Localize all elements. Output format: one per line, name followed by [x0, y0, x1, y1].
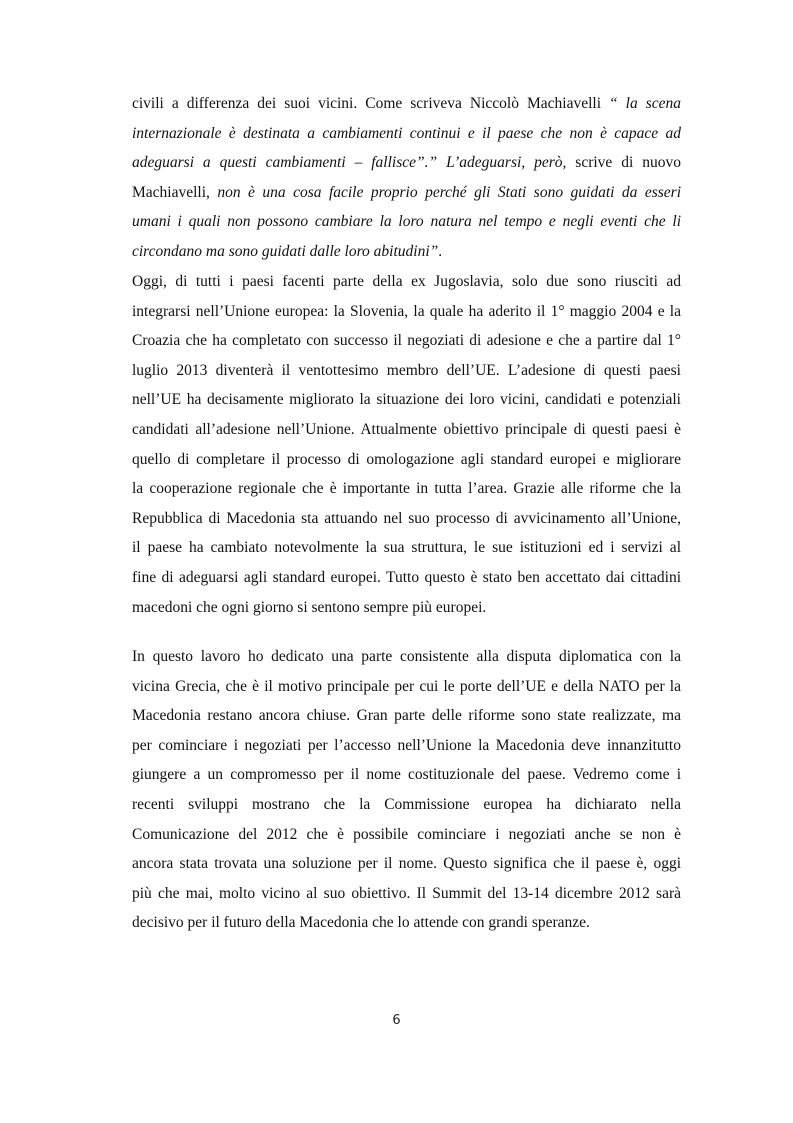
- text-line: [132, 300, 681, 324]
- text-line: [132, 359, 681, 383]
- page-number: 6: [392, 1013, 401, 1028]
- text-run: candidati all’adesione nell’Unione. Attualmente obiettivo principale di questi paesi è: [132, 421, 681, 438]
- text-line: [132, 507, 681, 531]
- text-line: [132, 911, 681, 935]
- text-run: ancora stata trovata una soluzione per il nome. Questo significa che il paese è, oggi: [132, 855, 681, 873]
- text-run: Oggi, di tutti i paesi facenti parte della ex Jugoslavia, solo due sono riusciti ad: [132, 273, 681, 290]
- text-line: [132, 675, 681, 699]
- text-run: fine di adeguarsi agli standard europei. Tutto questo è stato ben accettato dai cittadini: [132, 569, 681, 586]
- text-line: [132, 92, 681, 116]
- text-line: [132, 151, 681, 175]
- text-line: [132, 823, 681, 847]
- text-run: Repubblica di Macedonia sta attuando nel suo processo di avvicinamento all’Unione,: [132, 509, 681, 527]
- text-run: quello di completare il processo di omologazione agli standard europei e migliorare: [132, 450, 681, 468]
- text-line: [132, 566, 681, 590]
- text-line: [132, 329, 681, 353]
- text-run: Croazia che ha completato con successo il negoziati di adesione e che a partire dal 1°: [132, 332, 681, 350]
- text-line: [132, 536, 681, 560]
- text-run: scrive di nuovo: [566, 154, 681, 172]
- text-run: In questo lavoro ho dedicato una parte consistente alla disputa diplomatica con la: [132, 648, 681, 665]
- text-line: [132, 852, 681, 876]
- text-line: [132, 388, 681, 412]
- italic-text: “ la scena: [609, 95, 682, 112]
- text-run: per cominciare i negoziati per l’accesso nell’Unione la Macedonia deve innanzitutto: [132, 736, 681, 754]
- text-run: vicina Grecia, che è il motivo principale per cui le porte dell’UE e della NATO per la: [132, 677, 681, 695]
- text-run: civili a differenza dei suoi vicini. Come scriveva Niccolò Machiavelli: [132, 95, 610, 112]
- italic-text: umani i quali non possono cambiare la loro natura nel tempo e negli eventi che li: [132, 213, 681, 231]
- text-line: [132, 210, 681, 234]
- text-line: [132, 418, 681, 442]
- text-run: Comunicazione del 2012 che è possibile cominciare i negoziati anche se non è: [132, 825, 681, 843]
- text-run: più che mai, molto vicino al suo obiettivo. Il Summit del 13-14 dicembre 2012 sarà: [132, 884, 681, 902]
- italic-text: adeguarsi a questi cambiamenti – fallisce”.” L’adeguarsi, però,: [132, 154, 567, 172]
- text-run: decisivo per il futuro della Macedonia che lo attende con grandi speranze.: [132, 914, 590, 932]
- text-run: .: [438, 243, 443, 260]
- text-line: [132, 181, 681, 205]
- text-run: luglio 2013 diventerà il ventottesimo membro dell’UE. L’adesione di questi paesi: [132, 361, 681, 379]
- text-line: [132, 763, 681, 787]
- text-line: [132, 270, 681, 294]
- text-line: [132, 882, 681, 906]
- text-line: [132, 477, 681, 501]
- text-run: giungere a un compromesso per il nome costituzionale del paese. Vedremo come i: [132, 766, 681, 784]
- text-line: [132, 240, 681, 264]
- text-run: integrarsi nell’Unione europea: la Slovenia, la quale ha aderito il 1° maggio 2004 e la: [132, 302, 681, 320]
- text-run: il paese ha cambiato notevolmente la sua struttura, le sue istituzioni ed i servizi al: [132, 539, 681, 557]
- text-run: la cooperazione regionale che è importante in tutta l’area. Grazie alle riforme che la: [132, 480, 681, 498]
- text-line: [132, 596, 681, 620]
- text-run: Macedonia restano ancora chiuse. Gran parte delle riforme sono state realizzate, ma: [132, 707, 681, 725]
- text-line: [132, 122, 681, 146]
- italic-text: internazionale è destinata a cambiamenti continui e il paese che non è capace ad: [132, 124, 681, 142]
- text-run: macedoni che ogni giorno si sentono sempre più europei.: [132, 598, 487, 616]
- text-line: [132, 704, 681, 728]
- text-line: [132, 645, 681, 669]
- italic-text: non è una cosa facile proprio perché gli Stati sono guidati da esseri: [217, 183, 681, 201]
- text-line: [132, 793, 681, 817]
- italic-text: circondano ma sono guidati dalle loro abitudini”: [132, 243, 439, 260]
- text-run: recenti sviluppi mostrano che la Commissione europea ha dichiarato nella: [132, 796, 681, 813]
- text-line: [132, 448, 681, 472]
- text-run: nell’UE ha decisamente migliorato la situazione dei loro vicini, candidati e potenziali: [132, 391, 681, 409]
- text-line: [132, 734, 681, 758]
- text-run: Machiavelli,: [132, 183, 218, 201]
